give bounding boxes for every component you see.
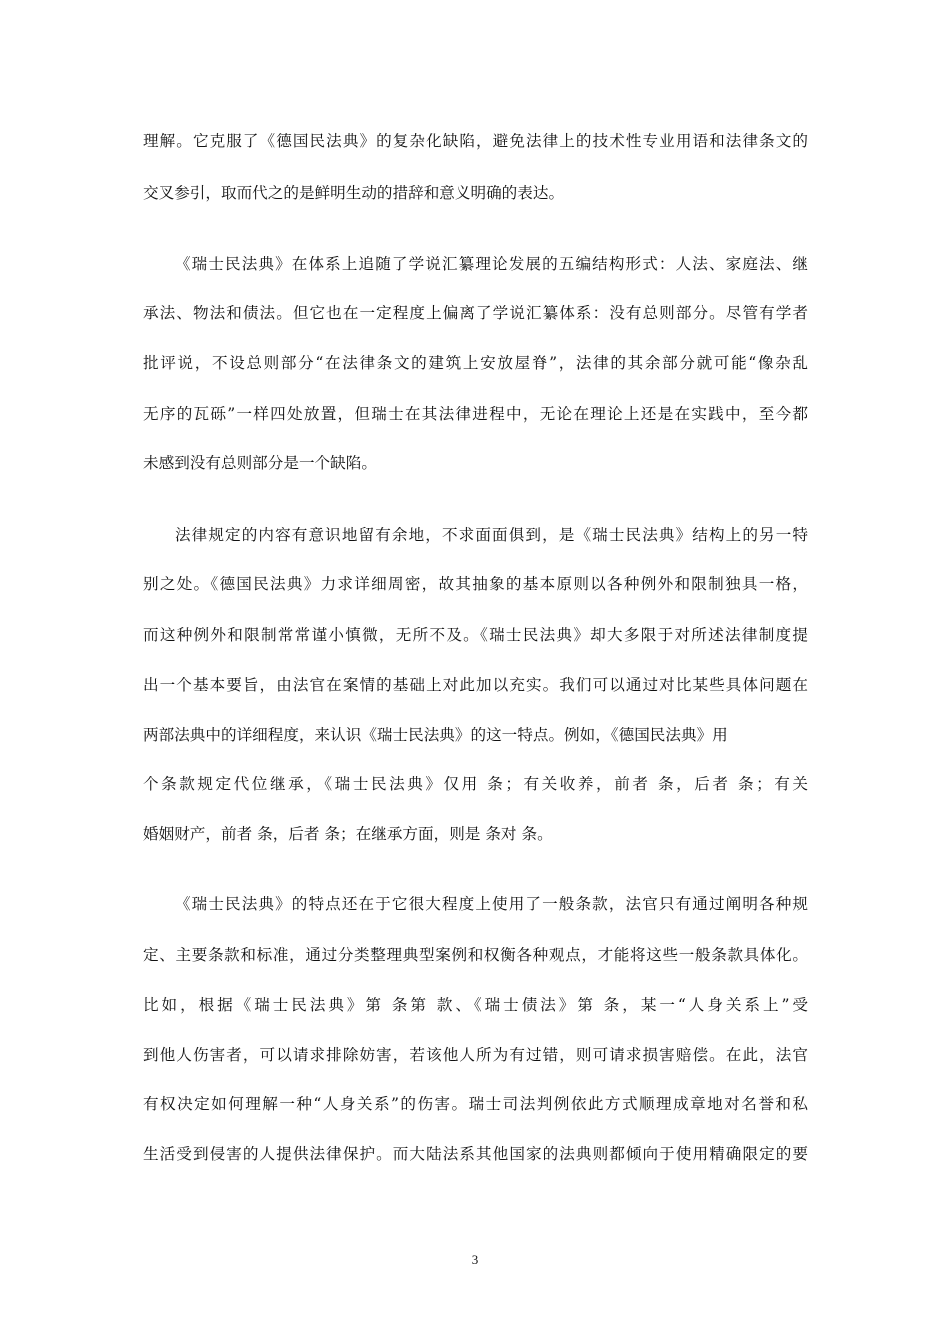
text-line: 别之处。《德国民法典》力求详细周密，故其抽象的基本原则以各种例外和限制独具一格， (143, 575, 808, 593)
text-line: 两部法典中的详细程度，来认识《瑞士民法典》的这一特点。例如，《德国民法典》用 (143, 726, 728, 744)
text-line: 婚姻财产，前者 条，后者 条；在继承方面，则是 条对 条。 (143, 825, 553, 843)
text-line: 理解。它克服了《德国民法典》的复杂化缺陷，避免法律上的技术性专业用语和法律条文的 (143, 132, 808, 150)
text-line: 《瑞士民法典》在体系上追随了学说汇纂理论发展的五编结构形式：人法、家庭法、继 (175, 255, 808, 273)
text-line: 批评说，不设总则部分“在法律条文的建筑上安放屋脊”，法律的其余部分就可能“像杂乱 (143, 354, 808, 372)
page-number: 3 (471, 1252, 479, 1267)
text-line: 而这种例外和限制常常谨小慎微，无所不及。《瑞士民法典》却大多限于对所述法律制度提 (143, 626, 808, 644)
text-line: 到他人伤害者，可以请求排除妨害，若该他人所为有过错，则可请求损害赔偿。在此，法官 (143, 1046, 808, 1064)
text-line: 出一个基本要旨，由法官在案情的基础上对此加以充实。我们可以通过对比某些具体问题在 (143, 676, 808, 694)
text-line: 个条款规定代位继承，《瑞士民法典》仅用 条；有关收养，前者 条，后者 条；有关 (143, 775, 808, 793)
text-line: 法律规定的内容有意识地留有余地，不求面面俱到，是《瑞士民法典》结构上的另一特 (175, 526, 808, 544)
text-line: 未感到没有总则部分是一个缺陷。 (143, 454, 377, 472)
text-line: 无序的瓦砾”一样四处放置，但瑞士在其法律进程中，无论在理论上还是在实践中，至今都 (143, 405, 808, 423)
text-line: 承法、物法和债法。但它也在一定程度上偏离了学说汇纂体系：没有总则部分。尽管有学者 (143, 304, 808, 322)
text-line: 交叉参引，取而代之的是鲜明生动的措辞和意义明确的表达。 (143, 184, 565, 202)
text-line: 定、主要条款和标准，通过分类整理典型案例和权衡各种观点，才能将这些一般条款具体化。 (143, 946, 808, 964)
text-line: 《瑞士民法典》的特点还在于它很大程度上使用了一般条款，法官只有通过阐明各种规 (175, 895, 808, 913)
text-line: 有权决定如何理解一种“人身关系”的伤害。瑞士司法判例依此方式顺理成章地对名誉和私 (143, 1095, 808, 1113)
text-line: 比如，根据《瑞士民法典》第 条第 款、《瑞士债法》第 条，某一“人身关系上”受 (143, 996, 808, 1014)
text-line: 生活受到侵害的人提供法律保护。而大陆法系其他国家的法典则都倾向于使用精确限定的要 (143, 1145, 808, 1163)
